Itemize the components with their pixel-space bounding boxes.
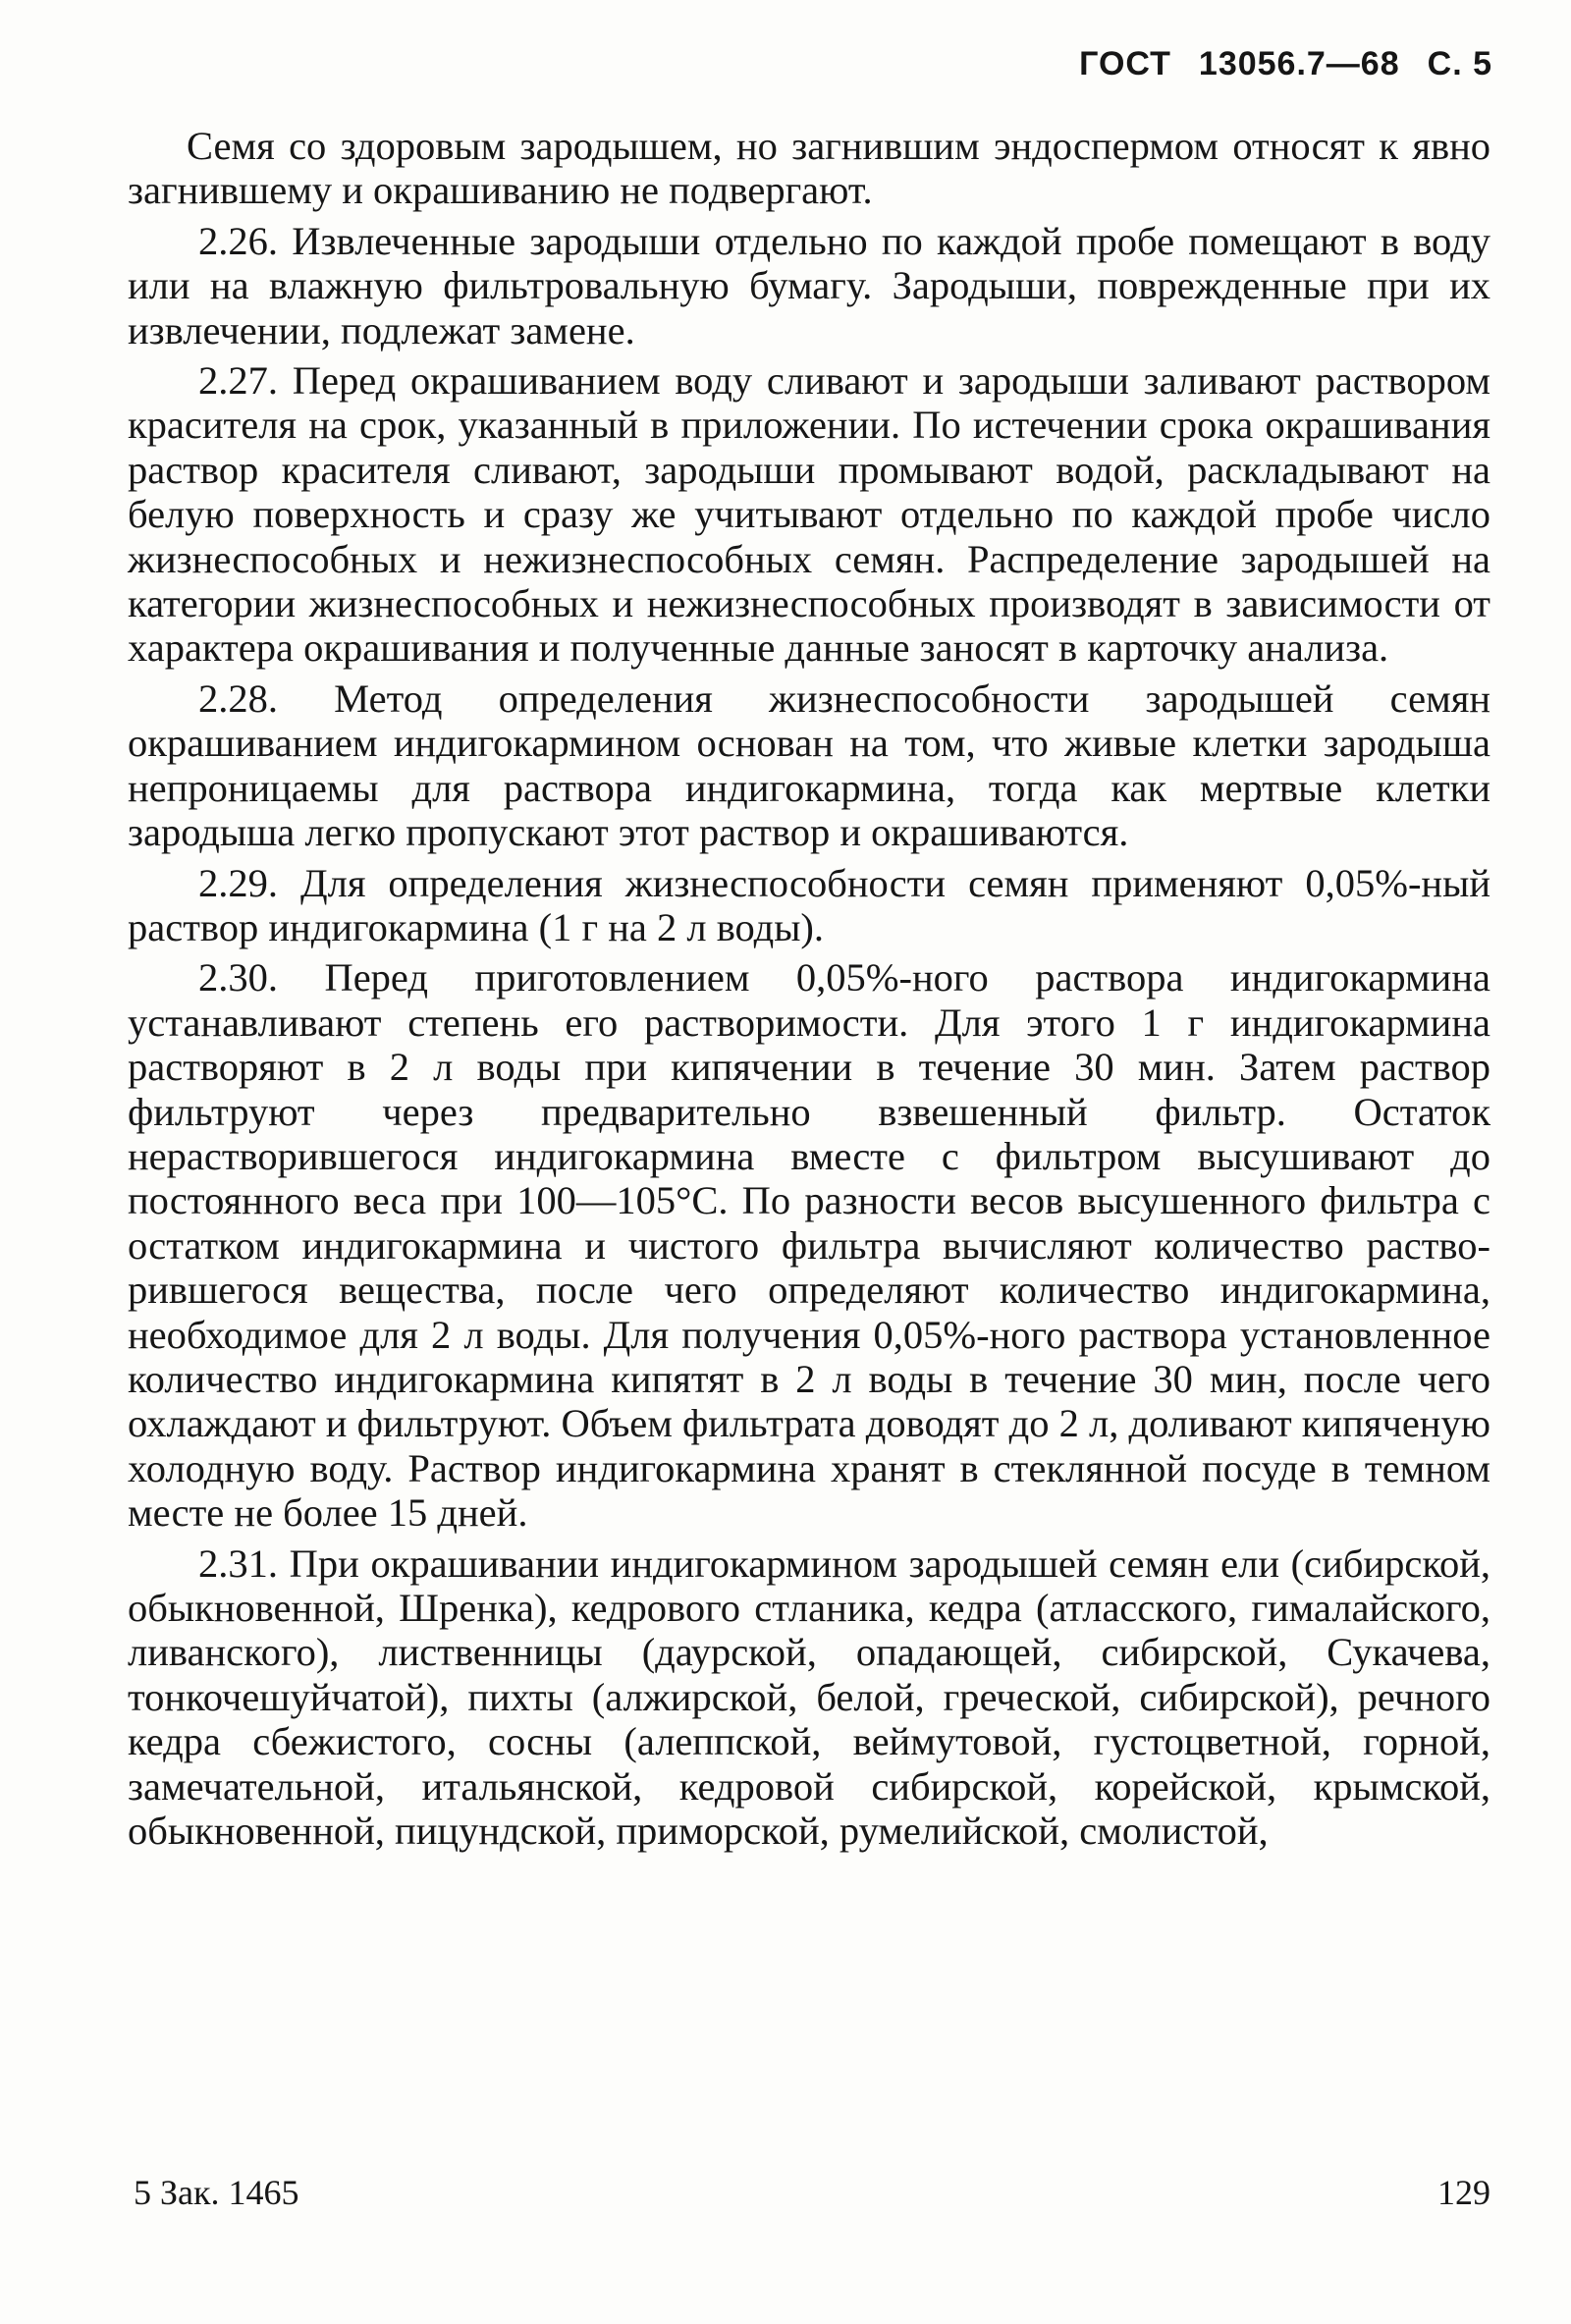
- paragraph-2-31: 2.31. При окрашивании индигокармином зародышей семян ели (сибирской, обыкновенной, Шренка), кедрового стланика, кедра (атласского, гималайского, ливанского), лиственницы (даурской, опадающей, сибирской, Сукачева, тонкочешуйчатой), пихты (алжирской, белой, греческой, сибирской), речного кедра сбежистого, сосны (алеппской, веймутовой, густоцветной, горной, замечательной, итальянской, кедровой сибирской, корейской, крымской, обыкновенной, пицундской, приморской, румелийской, смолистой,: [128, 1540, 1490, 1854]
- paragraph-2-29: 2.29. Для определения жизнеспособности семян применяют 0,05%-ный раствор индигокармина (1 г на 2 л воды).: [128, 860, 1490, 949]
- paragraph-2-30: 2.30. Перед приготовлением 0,05%-ного раствора индигокармина устанавливают степень его растворимости. Для этого 1 г индигокармина растворяют в 2 л воды при кипячении в течение 30 мин. Затем раствор фильтруют через предварительно взвешенный фильтр. Остаток нерастворившегося индигокармина вместе с фильтром высушивают до постоянного веса при 100—105°С. По разности весов высушенного фильтра с остатком индигокармина и чистого фильтра вычисляют количество растворившегося вещества, после чего определяют количество индигокармина, необходимое для 2 л воды. Для получения 0,05%-ного раствора установленное количество индигокармина кипятят в 2 л воды в течение 30 мин, после чего охлаждают и фильтруют. Объем фильтрата доводят до 2 л, доливают кипяченую холодную воду. Раствор индигокармина хранят в стеклянной посуде в темном месте не более 15 дней.: [128, 955, 1490, 1536]
- order-number: 5 Зак. 1465: [134, 2173, 299, 2212]
- standard-label: ГОСТ: [1079, 45, 1171, 82]
- paragraph-continuation: Семя со здоровым зародышем, но загнившим эндоспермом относят к явно загнившему и окрашиванию не подвергают.: [128, 124, 1490, 213]
- paragraph-2-26: 2.26. Извлеченные зародыши отдельно по каждой пробе помещают в воду или на влажную фильтровальную бумагу. Зародыши, поврежденные при их извлечении, подлежат замене.: [128, 218, 1490, 352]
- standard-number: 13056.7—68: [1198, 45, 1400, 82]
- document-body: [128, 124, 1490, 1859]
- page-footer: [128, 2172, 1490, 2213]
- header-page-label: С. 5: [1427, 45, 1492, 82]
- page-number: 129: [1437, 2173, 1490, 2212]
- page-header: [1079, 45, 1492, 83]
- paragraph-2-27: 2.27. Перед окрашиванием воду сливают и зародыши заливают раствором красителя на срок, указанный в приложении. По истечении срока окрашивания раствор красителя сливают, зародыши промывают водой, раскладывают на белую поверхность и сразу же учитывают отдельно по каждой пробе число жизнеспособных и нежизнеспособных семян. Распределение зародышей на категории жизнеспособных и нежизнеспособных производят в зависимости от характера окрашивания и полученные данные заносят в карточку анализа.: [128, 358, 1490, 671]
- paragraph-2-28: 2.28. Метод определения жизнеспособности зародышей семян окрашиванием индигокармином основан на том, что живые клетки зародыша непроницаемы для раствора индигокармина, тогда как мертвые клетки зародыша легко пропускают этот раствор и окрашиваются.: [128, 676, 1490, 855]
